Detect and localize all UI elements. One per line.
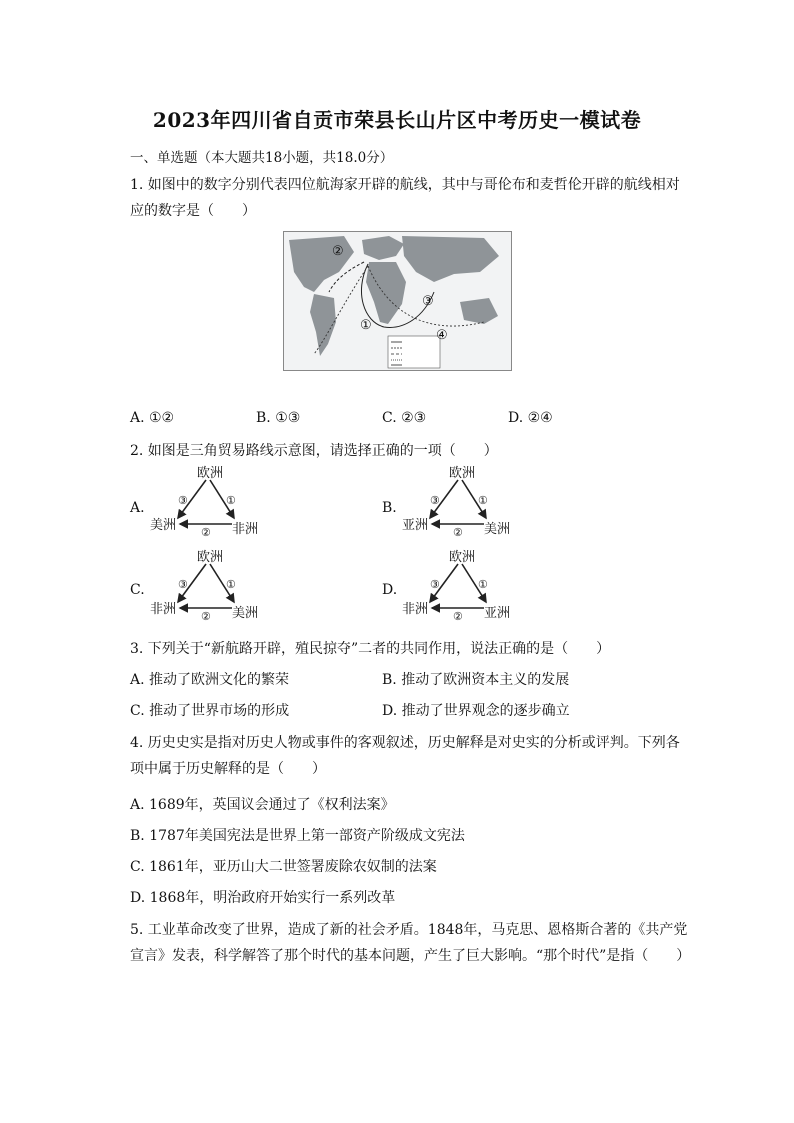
map-marker-3: ③ bbox=[422, 294, 434, 309]
question-3-text: 3. 下列关于“新航路开辟，殖民掠夺”二者的共同作用，说法正确的是（ ） bbox=[130, 641, 611, 657]
question-4-text bbox=[130, 730, 695, 782]
q1-option-d[interactable]: D. ②④ bbox=[508, 410, 553, 426]
section-heading: 一、单选题（本大题共18小题，共18.0分） bbox=[130, 150, 394, 166]
q1-option-a[interactable]: A. ①② bbox=[130, 410, 175, 426]
diagram-a-left: 美洲 bbox=[150, 518, 177, 533]
q2-option-b-diagram[interactable] bbox=[400, 466, 520, 538]
diagram-b-num-bottom: ② bbox=[453, 526, 463, 539]
world-map-image bbox=[284, 232, 511, 370]
question-2-text: 2. 如图是三角贸易路线示意图，请选择正确的一项（ ） bbox=[130, 443, 498, 459]
q3-option-c[interactable]: C. 推动了世界市场的形成 bbox=[130, 703, 290, 719]
diagram-d-num-right: ① bbox=[478, 578, 488, 591]
q2-option-b-letter[interactable]: B. bbox=[382, 500, 397, 516]
diagram-c-right: 美洲 bbox=[232, 606, 259, 621]
q3-option-d[interactable]: D. 推动了世界观念的逐步确立 bbox=[382, 703, 570, 719]
q2-option-a-diagram[interactable] bbox=[148, 466, 268, 538]
question-4-line-1: 4. 历史史实是指对历史人物或事件的客观叙述，历史解释是对史实的分析或评判。下列各 bbox=[130, 735, 680, 751]
diagram-d-num-bottom: ② bbox=[453, 610, 463, 623]
diagram-d-right: 亚洲 bbox=[484, 606, 511, 621]
map-marker-2: ② bbox=[332, 244, 344, 259]
question-4-line-2: 项中属于历史解释的是（ ） bbox=[130, 761, 326, 777]
q2-option-c-diagram[interactable] bbox=[148, 550, 268, 622]
q1-option-b[interactable]: B. ①③ bbox=[256, 410, 301, 426]
question-5-text bbox=[130, 917, 695, 969]
diagram-b-right: 美洲 bbox=[484, 522, 511, 537]
diagram-c-num-right: ① bbox=[226, 578, 236, 591]
diagram-b-left: 亚洲 bbox=[402, 518, 429, 533]
diagram-c-num-bottom: ② bbox=[201, 610, 211, 623]
q4-option-a[interactable]: A. 1689年，英国议会通过了《权利法案》 bbox=[130, 797, 395, 813]
diagram-b-top: 欧洲 bbox=[449, 466, 476, 481]
q4-option-b[interactable]: B. 1787年美国宪法是世界上第一部资产阶级成文宪法 bbox=[130, 828, 465, 844]
question-1-text bbox=[130, 172, 695, 224]
question-5-line-2: 宣言》发表，科学解答了那个时代的基本问题，产生了巨大影响。“那个时代”是指（ ） bbox=[130, 948, 691, 964]
question-1-line-2: 应的数字是（ ） bbox=[130, 203, 256, 219]
diagram-b-num-left: ③ bbox=[430, 494, 440, 507]
diagram-a-num-right: ① bbox=[226, 494, 236, 507]
q1-option-c[interactable]: C. ②③ bbox=[382, 410, 427, 426]
q4-option-c[interactable]: C. 1861年，亚历山大二世签署废除农奴制的法案 bbox=[130, 859, 437, 875]
diagram-c-left: 非洲 bbox=[150, 602, 177, 617]
diagram-a-right: 非洲 bbox=[232, 522, 259, 537]
q4-option-d[interactable]: D. 1868年，明治政府开始实行一系列改革 bbox=[130, 890, 396, 906]
diagram-c-num-left: ③ bbox=[178, 578, 188, 591]
diagram-c-top: 欧洲 bbox=[197, 550, 224, 565]
map-marker-1: ① bbox=[360, 318, 372, 333]
voyage-routes-map bbox=[283, 231, 512, 371]
map-marker-4: ④ bbox=[436, 328, 448, 343]
diagram-a-top: 欧洲 bbox=[197, 466, 224, 481]
question-1-line-1: 1. 如图中的数字分别代表四位航海家开辟的航线，其中与哥伦布和麦哲伦开辟的航线相对 bbox=[130, 177, 680, 193]
diagram-d-top: 欧洲 bbox=[449, 550, 476, 565]
diagram-d-left: 非洲 bbox=[402, 602, 429, 617]
diagram-d-num-left: ③ bbox=[430, 578, 440, 591]
diagram-a-num-bottom: ② bbox=[201, 526, 211, 539]
q3-option-b[interactable]: B. 推动了欧洲资本主义的发展 bbox=[382, 672, 570, 688]
diagram-b-num-right: ① bbox=[478, 494, 488, 507]
q2-option-d-diagram[interactable] bbox=[400, 550, 520, 622]
q3-option-a[interactable]: A. 推动了欧洲文化的繁荣 bbox=[130, 672, 290, 688]
q2-option-c-letter[interactable]: C. bbox=[130, 582, 145, 598]
page-title: 2023年四川省自贡市荣县长山片区中考历史一模试卷 bbox=[152, 108, 642, 132]
q2-option-d-letter[interactable]: D. bbox=[382, 582, 398, 598]
q2-option-a-letter[interactable]: A. bbox=[130, 500, 145, 516]
diagram-a-num-left: ③ bbox=[178, 494, 188, 507]
question-5-line-1: 5. 工业革命改变了世界，造成了新的社会矛盾。1848年，马克思、恩格斯合著的《共产党 bbox=[130, 922, 688, 938]
